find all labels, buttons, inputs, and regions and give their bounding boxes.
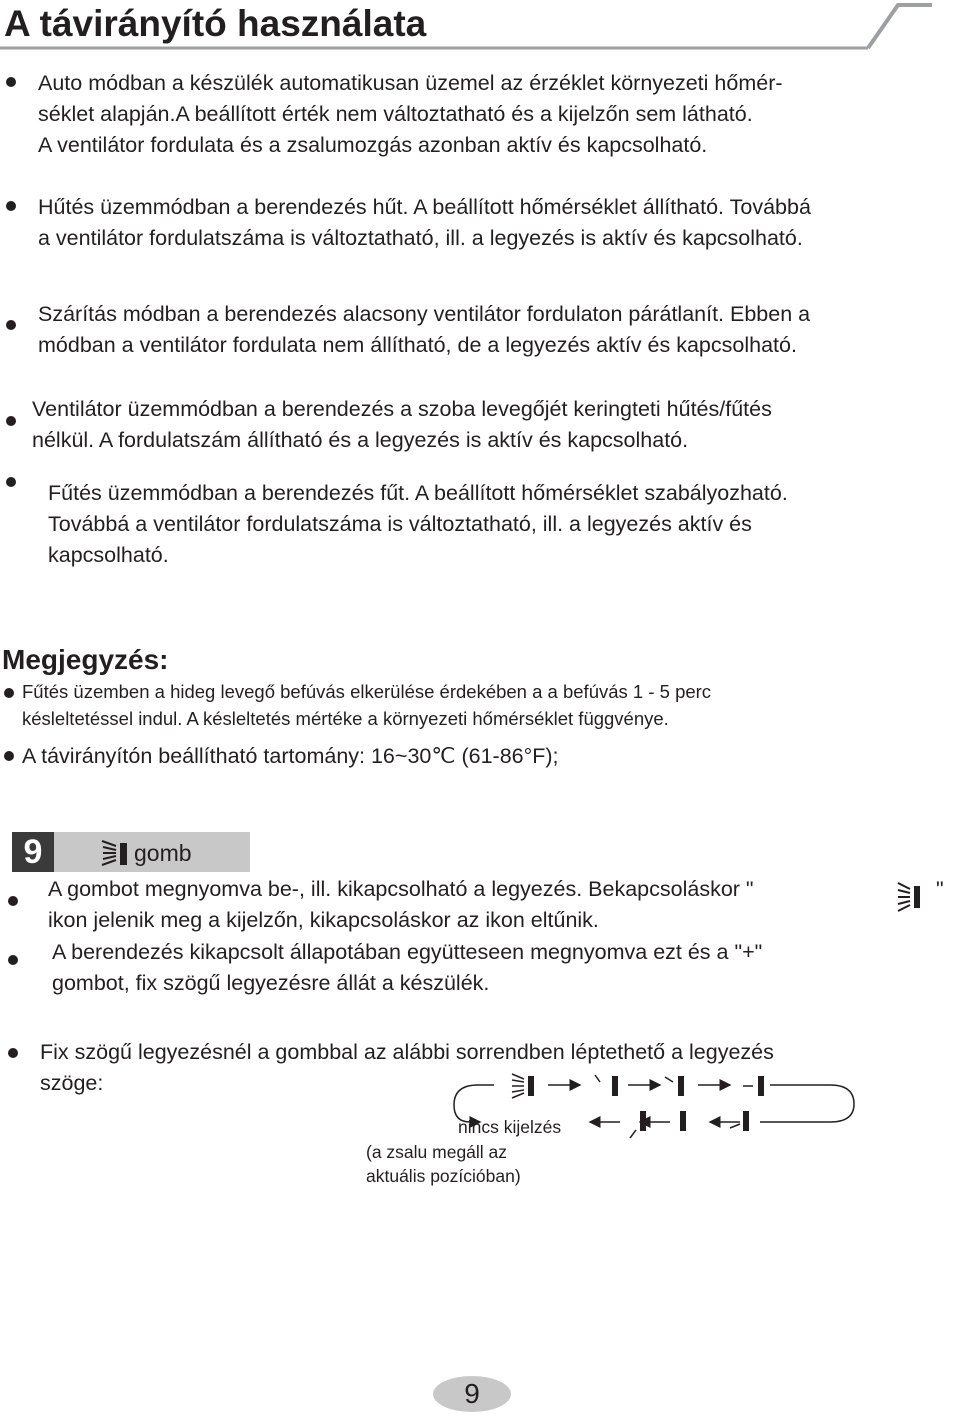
- text-line: gombot, fix szögű legyezésre állát a készülék.: [52, 971, 490, 995]
- text-line: Fűtés üzemmódban a berendezés fűt. A beállított hőmérséklet szabályozható.: [48, 481, 788, 505]
- bullet: [4, 751, 14, 761]
- header-rule: [0, 0, 960, 52]
- swing-icon: [896, 880, 922, 912]
- text-line: módban a ventilátor fordulata nem állítható, de a legyezés aktív és kapcsolható.: [38, 333, 797, 357]
- cool-mode-paragraph: [38, 192, 811, 254]
- bullet: [6, 77, 16, 87]
- bullet: [6, 201, 16, 211]
- swing-icon: [512, 1074, 534, 1098]
- louver-position-1-icon: [595, 1075, 618, 1096]
- temperature-range-text: A távirányítón beállítható tartomány: 16~30℃ (61-86°F);: [22, 744, 559, 768]
- text-line: A gombot megnyomva be-, ill. kikapcsolható a legyezés. Bekapcsoláskor ": [48, 877, 754, 901]
- page-title: A távirányító használata: [4, 3, 427, 44]
- text-line: a ventilátor fordulatszáma is változtatható, ill. a legyezés is aktív és kapcsolható.: [38, 226, 803, 250]
- text-line: (a zsalu megáll az: [366, 1142, 508, 1162]
- text-line: kapcsolható.: [48, 543, 169, 567]
- dry-mode-paragraph: [38, 299, 810, 361]
- text-line: A berendezés kikapcsolt állapotában együtteseen megnyomva ezt és a "+": [52, 940, 763, 964]
- section-label: gomb: [134, 840, 192, 866]
- bullet: [8, 896, 18, 906]
- heat-mode-paragraph: [48, 478, 788, 571]
- bullet: [6, 320, 16, 330]
- text-line: Fűtés üzemben a hideg levegő befúvás elkerülése érdekében a a befúvás 1 - 5 perc: [22, 681, 712, 702]
- note-heading: Megjegyzés:: [2, 644, 169, 675]
- louver-position-3-icon: [743, 1076, 764, 1096]
- loop-arrow-right: [760, 1085, 854, 1122]
- text-line: séklet alapján.A beállított érték nem változtatható és a kijelzőn sem látható.: [38, 102, 753, 126]
- text-line: Hűtés üzemmódban a berendezés hűt. A beállított hőmérséklet állítható. Továbbá: [38, 195, 811, 219]
- swing-icon: [100, 838, 130, 868]
- text-line: Fix szögű legyezésnél a gombbal az alábbi sorrendben léptethető a legyezés: [40, 1040, 774, 1064]
- text-line: szöge:: [40, 1071, 104, 1095]
- louver-position-2-icon: [665, 1076, 684, 1096]
- bullet: [6, 477, 16, 487]
- fan-mode-paragraph: [32, 394, 772, 456]
- louver-position-5-icon: [680, 1111, 686, 1131]
- text-line: késleltetéssel indul. A késleltetés mértéke a környezeti hőmérséklet függvénye.: [22, 708, 669, 729]
- text-line: ": [936, 877, 944, 901]
- text-line: Továbbá a ventilátor fordulatszáma is változtatható, ill. a legyezés aktív és: [48, 512, 752, 536]
- bullet: [6, 416, 16, 426]
- text-line: aktuális pozícióban): [366, 1166, 521, 1186]
- swing-paragraph-2: [52, 937, 762, 999]
- note-delay-paragraph: [22, 678, 711, 732]
- text-line: nélkül. A fordulatszám állítható és a legyezés is aktív és kapcsolható.: [32, 428, 689, 452]
- auto-mode-paragraph: [38, 68, 783, 161]
- section-number: 9: [12, 832, 54, 872]
- text-line: ikon jelenik meg a kijelzőn, kikapcsoláskor az ikon eltűnik.: [48, 908, 599, 932]
- text-line: Szárítás módban a berendezés alacsony ventilátor fordulaton párátlanít. Ebben a: [38, 302, 811, 326]
- text-line: Ventilátor üzemmódban a berendezés a szoba levegőjét keringteti hűtés/fűtés: [32, 397, 772, 421]
- text-line: Auto módban a készülék automatikusan üzemel az érzéklet környezeti hőmér-: [38, 71, 783, 95]
- louver-position-6-icon: [630, 1111, 646, 1138]
- louver-position-4-icon: [730, 1111, 749, 1131]
- no-display-label: nincs kijelzés: [458, 1117, 562, 1137]
- bullet: [8, 1048, 18, 1058]
- text-line: A ventilátor fordulata és a zsalumozgás azonban aktív és kapcsolható.: [38, 133, 708, 157]
- page-number: 9: [433, 1376, 511, 1412]
- bullet: [8, 955, 18, 965]
- swing-paragraph-1: [48, 874, 754, 936]
- bullet: [4, 688, 14, 698]
- louver-stop-note: [366, 1140, 521, 1188]
